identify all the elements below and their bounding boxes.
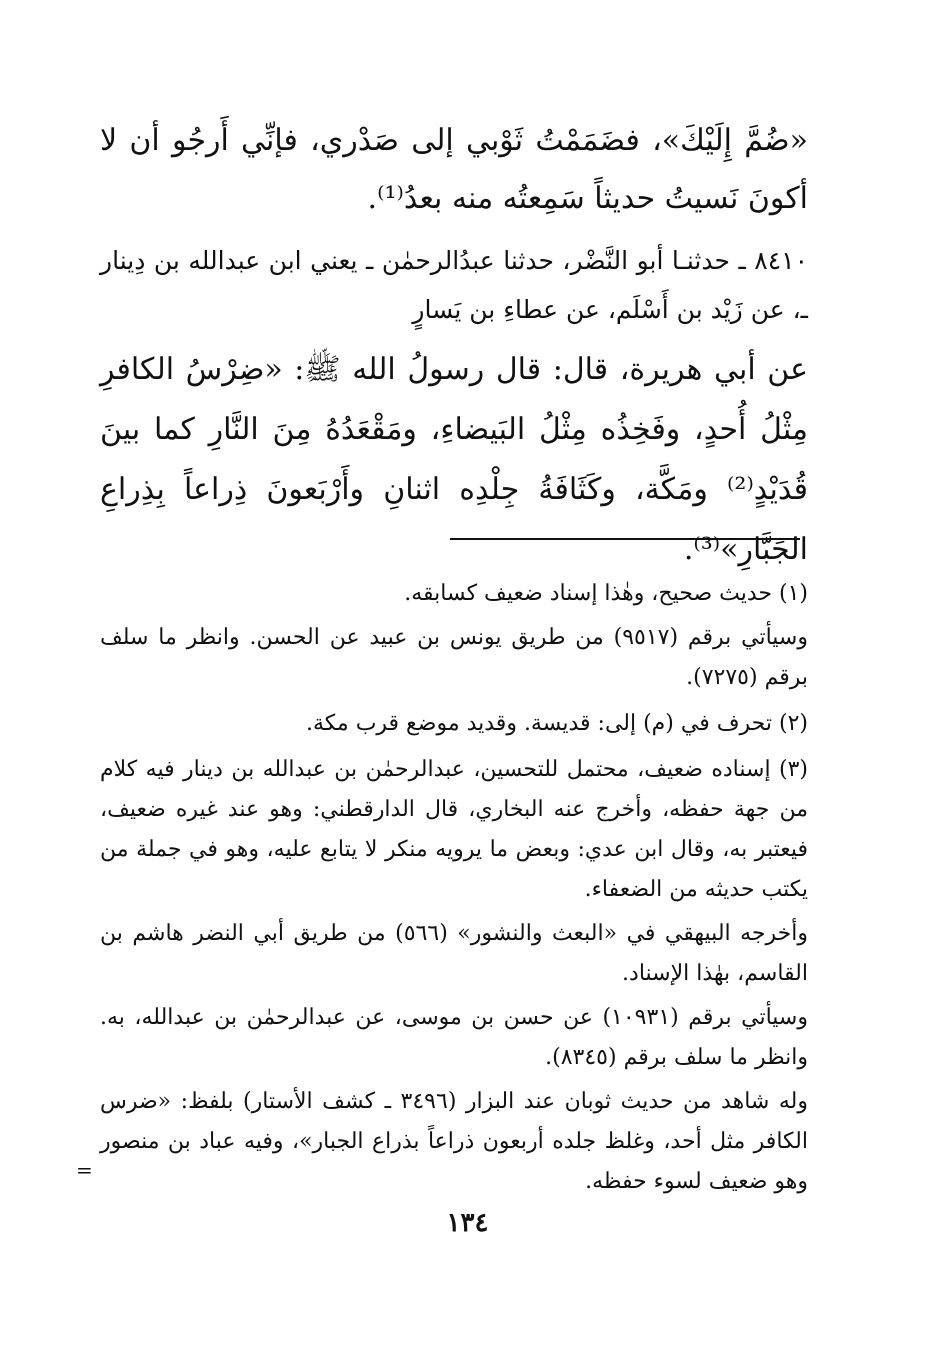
footnote-3-witness: وله شاهد من حديث ثوبان عند البزار (٣٤٩٦ ـ كشف الأستار) بلفظ: «ضرس الكافر مثل أحد، وغلظ جلده أربعون ذراعاً بذراع الجبار»، وفيه عباد بن منصور وهو ضعيف لسوء حفظه. — [100, 1089, 808, 1194]
footnote-1: (١) حديث صحيح، وهٰذا إسناد ضعيف كسابقه. — [404, 581, 808, 606]
page-number: ١٣٤ — [446, 1208, 489, 1238]
footnotes-section — [100, 574, 808, 1208]
main-text-paragraph-1: «ضُمَّ إِلَيْكَ»، فضَمَمْتُ ثَوْبي إلى صَدْري، فإنِّي أَرجُو أن لا أكونَ نَسيتُ حديثاً سَمِعتُه منه بعدُ⁽¹⁾. — [100, 123, 808, 216]
hadith-isnad-8410: ٨٤١٠ ـ حدثنـا أبو النَّضْر، حدثنا عبدُالرحمٰن ـ يعني ابن عبدالله بن دِينار ـ، عن زَيْد بن أَسْلَم، عن عطاءِ بن يَسارٍ — [100, 246, 808, 324]
hadith-matn-8410: عن أبي هريرة، قال: قال رسولُ الله ﷺ: «ضِرْسُ الكافرِ مِثْلُ أُحدٍ، وفَخِذُه مِثْلُ البَيضاءِ، ومَقْعَدُهُ مِنَ النَّارِ كما بينَ قُدَيْدٍ⁽²⁾ ومَكَّة، وكَثَافَةُ جِلْدِه اثنانِ وأَرْبَعونَ ذِراعاً بِذِراعِ الجَبَّارِ»⁽³⁾. — [100, 352, 808, 567]
footnote-3-bayhaqi: وأخرجه البيهقي في «البعث والنشور» (٥٦٦) من طريق أبي النضر هاشم بن القاسم، بهٰذا الإسناد. — [100, 921, 808, 986]
footnote-1-continuation: وسيأتي برقم (٩٥١٧) من طريق يونس بن عبيد عن الحسن. وانظر ما سلف برقم (٧٢٧٥). — [100, 625, 808, 690]
footnote-3: (٣) إسناده ضعيف، محتمل للتحسين، عبدالرحمٰن بن عبدالله بن دينار فيه كلام من جهة حفظه، وأخرج عنه البخاري، قال الدارقطني: وهو عند غيره ضعيف، فيعتبر به، وقال ابن عدي: وبعض ما يرويه منكر لا يتابع عليه، وهو في جملة من يكتب حديثه من الضعفاء. — [100, 757, 808, 902]
footnote-separator — [450, 538, 800, 540]
continuation-mark: = — [76, 1158, 93, 1182]
footnote-2: (٢) تحرف في (م) إلى: قديسة. وقديد موضع قرب مكة. — [305, 711, 808, 736]
footnote-3-cross-reference: وسيأتي برقم (١٠٩٣١) عن حسن بن موسى، عن عبدالرحمٰن بن عبدالله، به. وانظر ما سلف برقم (٨٣٤٥). — [100, 1005, 808, 1070]
